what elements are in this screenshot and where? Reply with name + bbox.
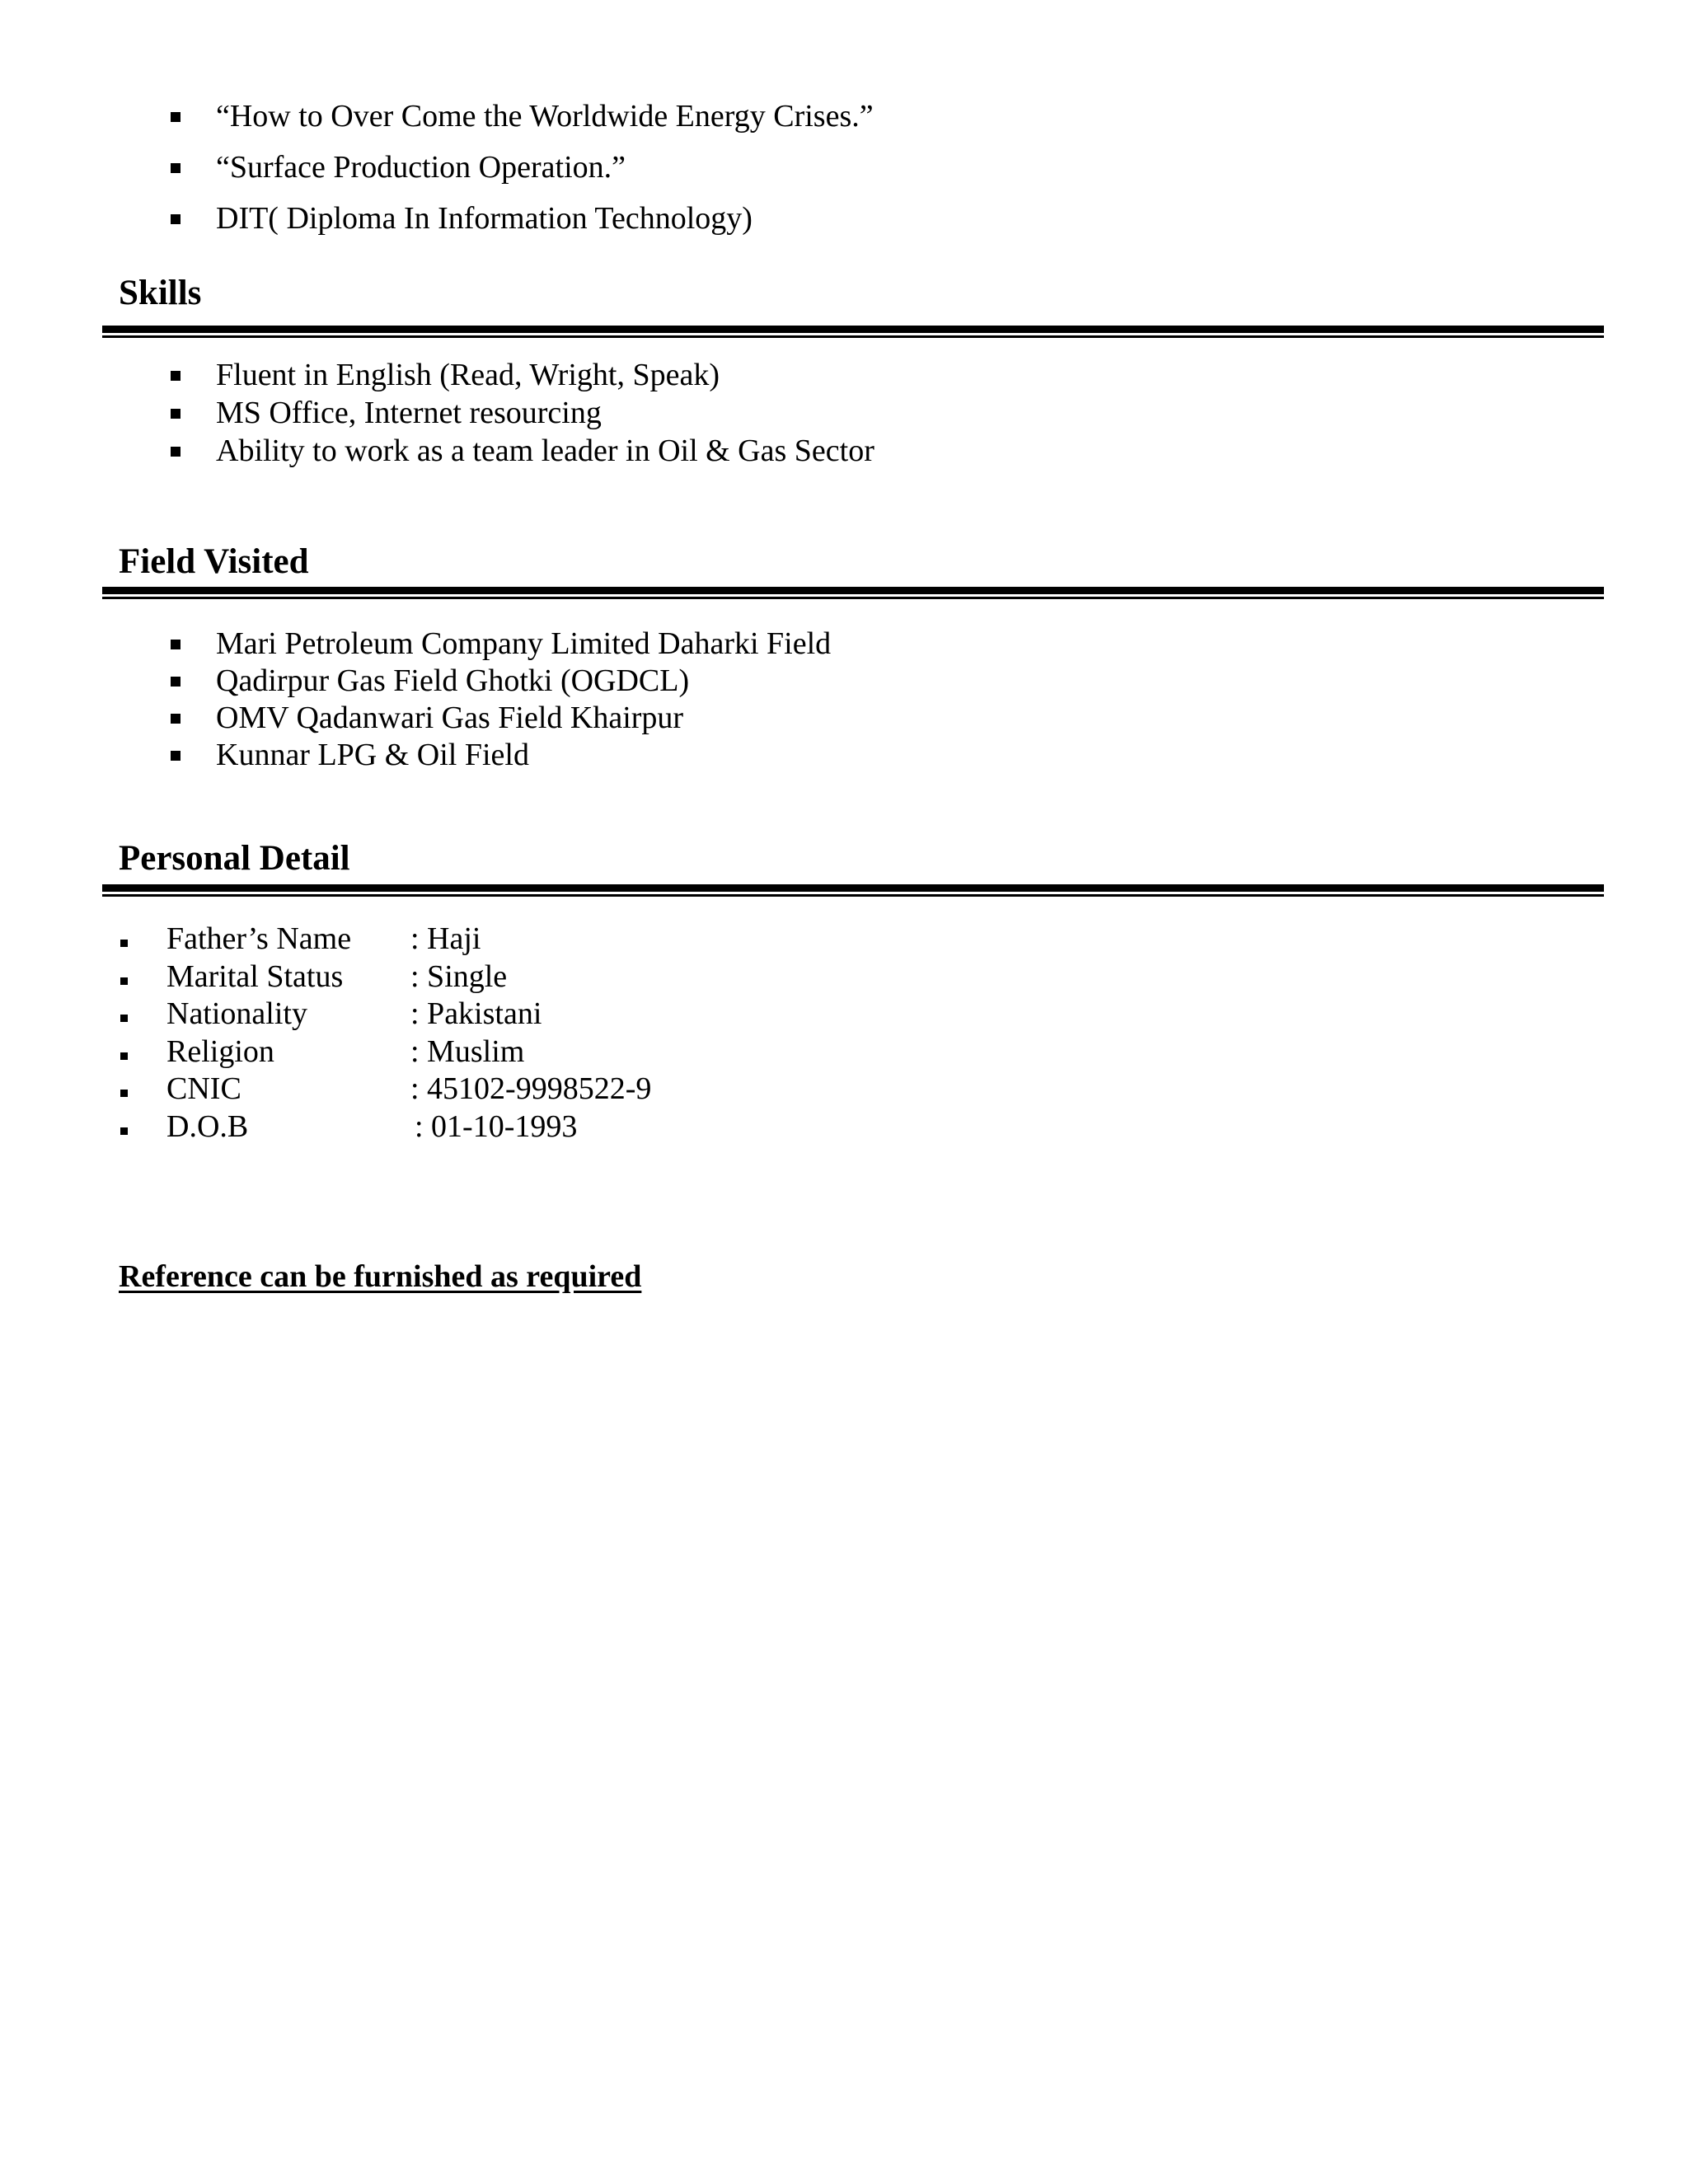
detail-value: : Single (410, 959, 508, 994)
list-item (216, 662, 831, 699)
square-bullet-icon (171, 409, 181, 419)
detail-value: : Pakistani (410, 996, 542, 1031)
detail-label: Marital Status (166, 959, 344, 994)
skills-list (216, 356, 874, 470)
field-text: Qadirpur Gas Field Ghotki (OGDCL) (216, 663, 690, 698)
detail-value: : Haji (410, 921, 481, 956)
list-item (216, 394, 874, 432)
square-bullet-icon (171, 640, 181, 649)
course-text: “How to Over Come the Worldwide Energy Crises.” (216, 99, 874, 134)
skills-heading: Skills (119, 274, 202, 312)
detail-label: Religion (166, 1034, 274, 1069)
square-bullet-icon (171, 677, 181, 687)
list-item (216, 356, 874, 394)
square-bullet-icon (120, 1015, 128, 1022)
square-bullet-icon (120, 1090, 128, 1097)
detail-value: : Muslim (410, 1034, 525, 1069)
square-bullet-icon (120, 1052, 128, 1060)
detail-label: Father’s Name (166, 921, 352, 956)
skill-text: Fluent in English (Read, Wright, Speak) (216, 358, 720, 392)
list-item (216, 432, 874, 470)
list-item (216, 199, 874, 237)
square-bullet-icon (120, 977, 128, 985)
field-text: OMV Qadanwari Gas Field Khairpur (216, 701, 684, 735)
section-divider (102, 587, 1604, 599)
section-divider (102, 884, 1604, 897)
personal-detail-heading: Personal Detail (119, 839, 350, 878)
course-text: DIT( Diploma In Information Technology) (216, 201, 753, 236)
list-item (216, 699, 831, 736)
square-bullet-icon (120, 1127, 128, 1135)
field-visited-heading: Field Visited (119, 542, 309, 581)
list-item (216, 148, 874, 186)
skill-text: MS Office, Internet resourcing (216, 396, 602, 430)
section-divider (102, 326, 1604, 338)
detail-label: D.O.B (166, 1109, 249, 1144)
square-bullet-icon (171, 214, 181, 224)
square-bullet-icon (171, 714, 181, 724)
list-item (216, 97, 874, 135)
courses-list (216, 97, 874, 237)
square-bullet-icon (171, 163, 181, 173)
field-visited-list (216, 625, 831, 773)
square-bullet-icon (171, 371, 181, 381)
skill-text: Ability to work as a team leader in Oil & Gas Sector (216, 434, 874, 468)
list-item (216, 625, 831, 662)
detail-value: : 01-10-1993 (415, 1109, 578, 1144)
detail-label: CNIC (166, 1071, 241, 1106)
list-item (216, 736, 831, 773)
field-text: Kunnar LPG & Oil Field (216, 738, 529, 772)
detail-label: Nationality (166, 996, 307, 1031)
square-bullet-icon (120, 940, 128, 947)
square-bullet-icon (171, 447, 181, 457)
square-bullet-icon (171, 112, 181, 122)
course-text: “Surface Production Operation.” (216, 150, 626, 185)
reference-note: Reference can be furnished as required (119, 1259, 642, 1294)
detail-value: : 45102-9998522-9 (410, 1071, 652, 1106)
square-bullet-icon (171, 751, 181, 761)
field-text: Mari Petroleum Company Limited Daharki Field (216, 626, 832, 661)
